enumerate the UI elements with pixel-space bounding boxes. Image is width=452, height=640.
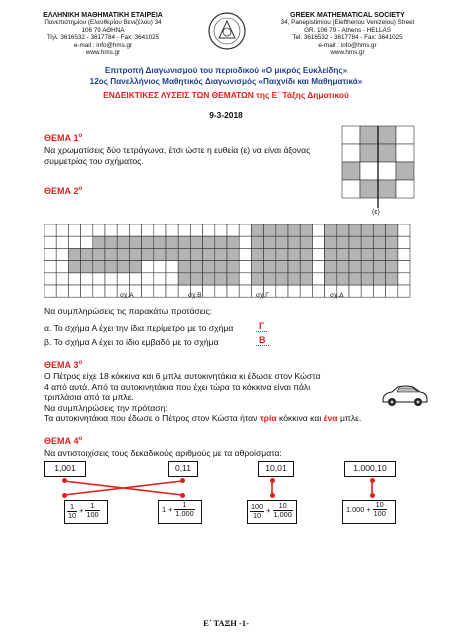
theme4-title: ΘΕΜΑ $4^o$: [44, 436, 83, 446]
match-dot: [270, 478, 275, 483]
sum-box-4: 1.000 + $\frac{10}{100}$: [342, 500, 396, 524]
decimal-box-4: 1.000,10: [344, 461, 396, 477]
decimal-box-3: 10,01: [258, 461, 294, 477]
theme1-text-line1: Να χρωματίσεις δύο τετράγωνα, έτσι ώστε η ευθεία (ε) να είναι άξονας: [44, 145, 311, 155]
sum-box-2: 1 + $\frac{1}{1.000}$: [158, 500, 202, 524]
sum-box-1: $\frac{1}{10}$ + $\frac{1}{100}$: [64, 500, 108, 524]
theme3-line4: Να συμπληρώσεις την πρόταση:: [44, 402, 168, 413]
theme4-text: Να αντιστοιχίσεις τους δεκαδικούς αριθμούς με τα αθροίσματα:: [44, 448, 282, 458]
theme1-title: ΘΕΜΑ $1^o$: [44, 133, 83, 143]
email-english: e-mail : info@hms.gr: [318, 41, 377, 49]
axis-label: (ε): [372, 209, 380, 216]
theme3-answer-red: τρία: [259, 413, 277, 424]
city-greek: 106 79 ΑΘΗΝΑ: [81, 26, 125, 34]
theme3-line3: τριπλάσια από τα μπλε.: [44, 392, 134, 403]
shape-label-a: σχ.Α: [120, 292, 134, 299]
decimal-box-2: 0,11: [168, 461, 198, 477]
match-dot: [370, 493, 375, 498]
competition-title: 12ος Πανελλήνιος Μαθητικός Διαγωνισμός «Παιχνίδι και Μαθηματικά»: [89, 77, 363, 86]
match-dot: [62, 493, 67, 498]
theme2-prompt: Να συμπληρώσεις τις παρακάτω προτάσεις:: [44, 306, 212, 316]
phone-greek: Τηλ. 3616532 - 3617784 - Fax: 3641025: [46, 34, 160, 42]
theme2-title: ΘΕΜΑ $2^o$: [44, 186, 83, 196]
theme3-answer-blue: ένα: [323, 413, 338, 424]
address-greek: Πανεπιστημίου (Ελευθερίου Βενιζέλου) 34: [44, 19, 162, 27]
web-greek: www.hms.gr: [85, 49, 121, 57]
theme2-answer-a: Γ: [256, 321, 267, 332]
committee-title: Επιτροπή Διαγωνισμού του περιοδικού «Ο μικρός Ευκλείδης»: [104, 66, 348, 75]
theme2-answer-b: Β: [256, 335, 269, 346]
web-english: www.hms.gr: [330, 49, 365, 57]
theme3-title: ΘΕΜΑ $3^o$: [44, 360, 83, 370]
match-dot: [180, 478, 185, 483]
theme3-line1: Ο Πέτρος είχε 18 κόκκινα και 6 μπλε αυτοκινητάκια κι έδωσε στον Κώστα: [44, 371, 321, 381]
date: 9-3-2018: [209, 110, 243, 120]
shape-label-d: σχ.Δ: [330, 292, 344, 299]
shape-label-b: σχ.Β: [188, 292, 202, 299]
city-english: GR. 106 79 - Athens - HELLAS: [304, 26, 391, 34]
society-name-greek: ΕΛΛΗΝΙΚΗ ΜΑΘΗΜΑΤΙΚΗ ΕΤΑΙΡΕΙΑ: [43, 12, 163, 19]
shape-label-g: σχ.Γ: [256, 292, 269, 299]
theme3-line5-start: Τα αυτοκινητάκια που έδωσε ο Πέτρος στον Κώστα ήταν: [44, 413, 258, 424]
theme3-line5-end: μπλε.: [339, 413, 362, 424]
theme2-line-a: α. Το σχήμα Α έχει την ίδια περίμετρο με το σχήμα: [44, 323, 234, 333]
match-dot: [370, 478, 375, 483]
theme1-text-line2: συμμετρίας του σχήματος.: [44, 155, 144, 166]
match-dot: [180, 493, 185, 498]
sum-box-3: $\frac{100}{10}$ + $\frac{10}{1.000}$: [247, 500, 297, 524]
society-name-english: GREEK MATHEMATICAL SOCIETY: [290, 12, 405, 19]
theme3-line2: 4 από αυτά. Από τα αυτοκινητάκια που έχει τώρα τα κόκκινα είναι πάλι: [44, 381, 311, 392]
email-greek: e-mail : info@hms.gr: [73, 41, 133, 49]
page-footer: Ε΄ ΤΑΞΗ -1-: [203, 618, 249, 628]
solutions-title: ΕΝΔΕΙΚΤΙΚΕΣ ΛΥΣΕΙΣ ΤΩΝ ΘΕΜΑΤΩΝ της Ε΄ Τάξης Δημοτικού: [103, 90, 349, 100]
theme2-line-b: β. Το σχήμα Α έχει το ίδιο εμβαδό με το σχήμα: [44, 337, 219, 347]
match-dot: [62, 478, 67, 483]
match-dot: [270, 493, 275, 498]
phone-english: Tel. 3616532 - 3617784 - Fax: 3641025: [292, 34, 403, 42]
decimal-box-1: 1,001: [44, 461, 86, 477]
address-english: 34, Panepistimiou (Εleftheriou Venizelou) Street: [280, 19, 415, 27]
theme3-line5-middle: κόκκινα και: [279, 413, 322, 424]
